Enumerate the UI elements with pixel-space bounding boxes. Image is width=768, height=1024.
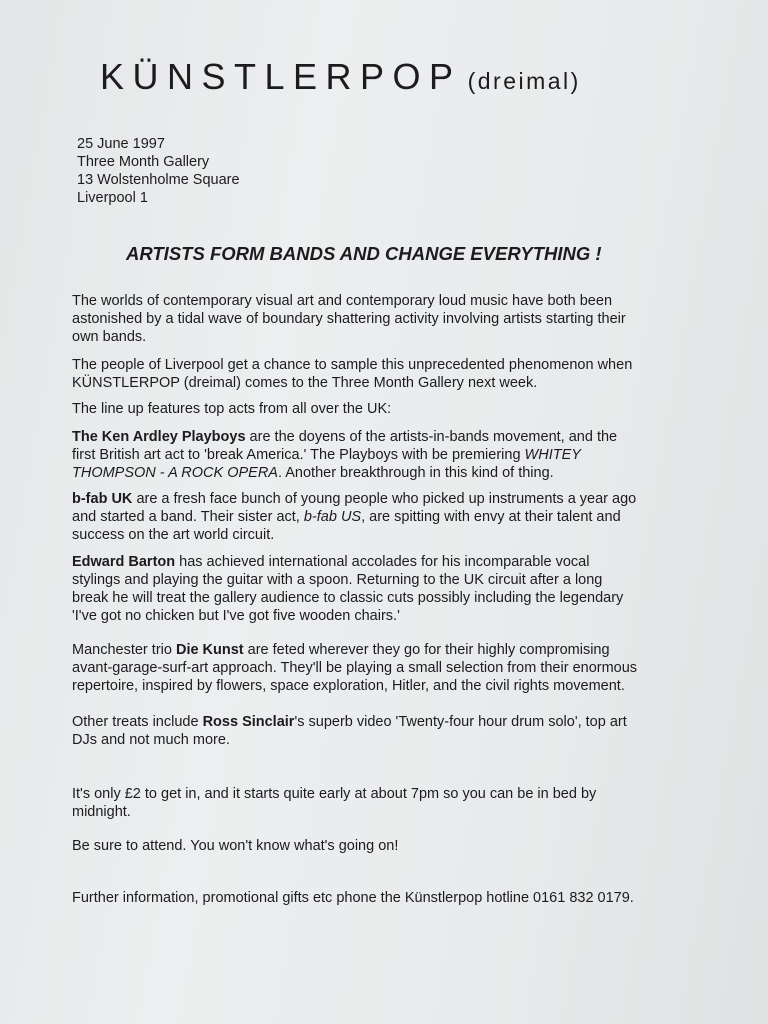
venue-street: 13 Wolstenholme Square <box>77 172 240 188</box>
paragraph-line <box>72 464 712 482</box>
text-run: are feted wherever they go for their highly compromising <box>243 642 610 658</box>
masthead <box>100 56 581 98</box>
paragraph-attend <box>72 837 712 855</box>
text-run: 's superb video 'Twenty-four hour drum solo', top art <box>294 714 627 730</box>
paragraph-line: The line up features top acts from all over the UK: <box>72 401 392 417</box>
paragraph-ken-ardley <box>72 428 712 482</box>
paragraph-line <box>72 446 712 464</box>
paragraph-edward-barton <box>72 553 712 625</box>
band-name: Die Kunst <box>175 642 244 658</box>
paragraph-line: Be sure to attend. You won't know what's going on! <box>72 838 399 854</box>
paragraph-line <box>72 553 712 571</box>
paragraph-contact <box>72 889 712 907</box>
paragraph-line <box>72 490 712 508</box>
text-run: . Another breakthrough in this kind of thing. <box>277 465 554 481</box>
paragraph-line <box>72 428 712 446</box>
paragraph-lineup <box>72 400 712 418</box>
venue-name: Three Month Gallery <box>77 154 210 170</box>
band-name: b-fab US <box>303 509 362 525</box>
paragraph-line: KÜNSTLERPOP (dreimal) comes to the Three Month Gallery next week. <box>72 375 538 391</box>
text-run: , are spitting with envy at their talent and <box>361 509 621 525</box>
text-run: are the doyens of the artists-in-bands movement, and the <box>245 429 618 445</box>
paragraph-line <box>72 713 712 731</box>
release-date: 25 June 1997 <box>77 136 165 152</box>
paragraph-line: break he will treat the gallery audience to classic cuts possibly including the legendary <box>72 590 624 606</box>
artist-name: Ross Sinclair <box>202 714 295 730</box>
paragraph-line: stylings and playing the guitar with a spoon. Returning to the UK circuit after a long <box>72 572 603 588</box>
paragraph-line: midnight. <box>72 804 131 820</box>
text-run: Other treats include <box>72 714 203 730</box>
band-name: The Ken Ardley Playboys <box>72 429 246 445</box>
text-run: are a fresh face bunch of young people who picked up instruments a year ago <box>132 491 637 507</box>
paragraph-liverpool <box>72 356 712 392</box>
paragraph-line: Further information, promotional gifts etc phone the Künstlerpop hotline 0161 832 0179. <box>72 890 634 906</box>
paragraph-line: avant-garage-surf-art approach. They'll be playing a small selection from their enormous <box>72 660 638 676</box>
paragraph-line: It's only £2 to get in, and it starts quite early at about 7pm so you can be in bed by <box>72 786 597 802</box>
work-title: WHITEY <box>524 447 581 463</box>
paragraph-price <box>72 785 712 821</box>
paragraph-line: repertoire, inspired by flowers, space exploration, Hitler, and the civil rights movement. <box>72 678 625 694</box>
paragraph-line: success on the art world circuit. <box>72 527 275 543</box>
text-run: and started a band. Their sister act, <box>72 509 304 525</box>
paragraph-line: The people of Liverpool get a chance to sample this unprecedented phenomenon when <box>72 357 633 373</box>
masthead-title: KÜNSTLERPOP <box>100 56 462 97</box>
text-run: first British art act to 'break America.' The Playboys with be premiering <box>72 447 525 463</box>
masthead-subtitle: (dreimal) <box>467 68 581 94</box>
paragraph-line: The worlds of contemporary visual art and contemporary loud music have both been <box>72 293 613 309</box>
address-block <box>77 135 240 207</box>
paragraph-line: astonished by a tidal wave of boundary shattering activity involving artists starting their <box>72 311 626 327</box>
band-name: Edward Barton <box>72 554 176 570</box>
paragraph-b-fab <box>72 490 712 544</box>
work-title: THOMPSON - A ROCK OPERA <box>72 465 278 481</box>
text-run: has achieved international accolades for his incomparable vocal <box>175 554 590 570</box>
paragraph-die-kunst <box>72 641 712 695</box>
text-run: Manchester trio <box>72 642 176 658</box>
venue-city: Liverpool 1 <box>77 190 148 206</box>
paragraph-other-treats <box>72 713 712 749</box>
paragraph-intro <box>72 292 712 346</box>
headline: ARTISTS FORM BANDS AND CHANGE EVERYTHING ! <box>126 243 602 264</box>
paragraph-line: 'I've got no chicken but I've got five wooden chairs.' <box>72 608 400 624</box>
paragraph-line: DJs and not much more. <box>72 732 230 748</box>
band-name: b-fab UK <box>72 491 133 507</box>
paragraph-line <box>72 641 712 659</box>
paragraph-line: own bands. <box>72 329 147 345</box>
paragraph-line <box>72 508 712 526</box>
